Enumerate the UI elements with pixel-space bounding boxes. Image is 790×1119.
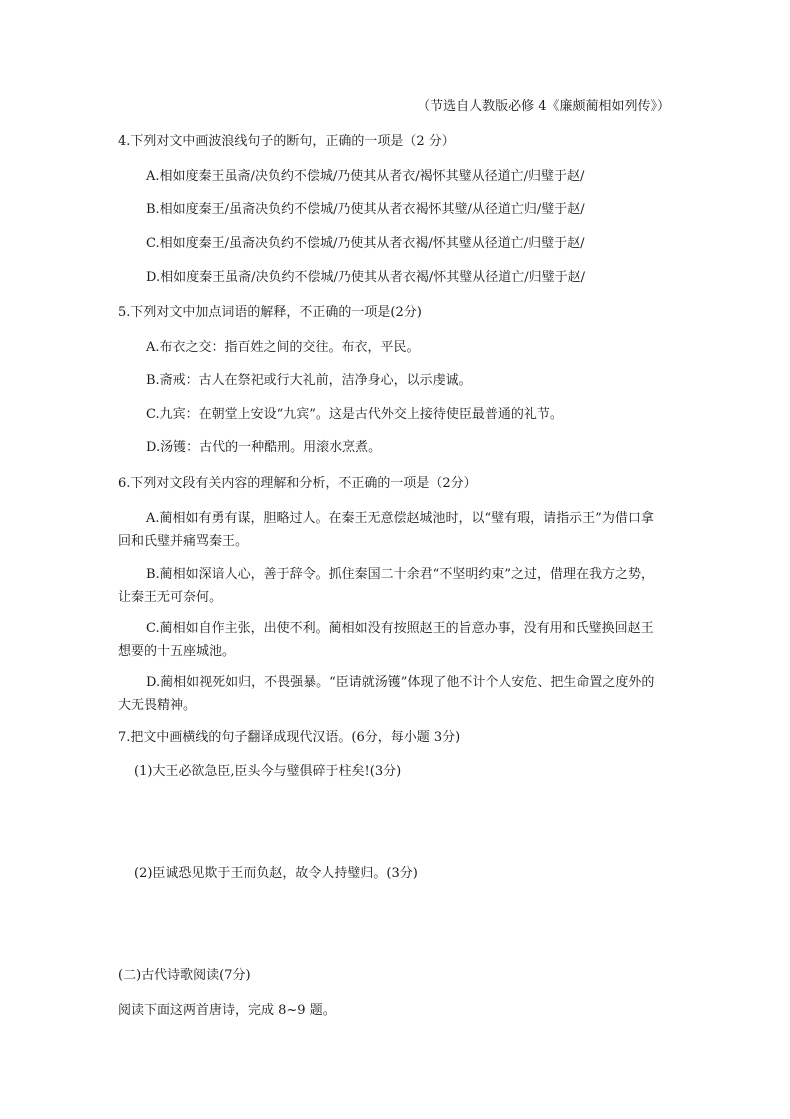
question-4-option-a: A.相如度秦王虽斋/决负约不偿城/乃使其从者衣/褐怀其璧从径道亡/归璧于赵/ — [146, 169, 585, 184]
question-4-stem: 4.下列对文中画波浪线句子的断句，正确的一项是（2 分） — [118, 134, 455, 149]
question-6-option-a: A.蔺相如有勇有谋，胆略过人。在秦王无意偿赵城池时，以“璧有瑕，请指示王”为借口拿回和氏璧并痛骂秦王。 — [118, 511, 654, 549]
question-7-stem: 7.把文中画横线的句子翻译成现代汉语。(6分，每小题 3分) — [118, 730, 461, 745]
question-4-option-c: C.相如度秦王/虽斋决负约不偿城/乃使其从者衣褐/怀其璧从径道亡/归璧于赵/ — [146, 236, 585, 251]
question-6-stem: 6.下列对文段有关内容的理解和分析，不正确的一项是（2分） — [118, 476, 477, 491]
question-7-sub-2: (2)臣诚恐见欺于王而负赵，故令人持璧归。(3分) — [134, 866, 418, 881]
question-5-option-c: C.九宾：在朝堂上安设“九宾”。这是古代外交上接待使臣最普通的礼节。 — [146, 407, 563, 422]
question-6-option-c: C.蔺相如自作主张，出使不利。蔺相如没有按照赵王的旨意办事，没有用和氏璧换回赵王想要的十五座城池。 — [118, 621, 654, 659]
question-5-stem: 5.下列对文中加点词语的解释，不正确的一项是(2分) — [118, 305, 422, 320]
section-2-title: (二)古代诗歌阅读(7分) — [118, 968, 251, 983]
question-5-option-b: B.斋戒：古人在祭祀或行大礼前，洁净身心，以示虔诚。 — [146, 373, 472, 388]
question-5-option-a: A.布衣之交：指百姓之间的交往。布衣，平民。 — [146, 340, 420, 355]
source-citation: （节选自人教版必修 4《廉颇蔺相如列传》） — [417, 99, 670, 114]
question-4-option-d: D.相如度秦王虽斋/决负约不偿城/乃使其从者衣褐/怀其璧从径道亡/归璧于赵/ — [146, 270, 585, 285]
question-6-option-b: B.蔺相如深谙人心，善于辞令。抓住秦国二十余君“不坚明约束”之过，借理在我方之势，让秦王无可奈何。 — [118, 567, 654, 605]
question-4-option-b: B.相如度秦王/虽斋决负约不偿城/乃使其从者衣褐怀其璧/从径道亡归/璧于赵/ — [146, 202, 585, 217]
question-7-sub-1: (1)大王必欲急臣,臣头今与璧俱碎于柱矣!(3分) — [134, 764, 402, 779]
section-2-intro: 阅读下面这两首唐诗，完成 8~9 题。 — [118, 1003, 336, 1018]
question-5-option-d: D.汤镬：古代的一种酷刑。用滚水烹煮。 — [146, 440, 382, 455]
question-6-option-d: D.蔺相如视死如归，不畏强暴。“臣请就汤镬”体现了他不计个人安危、把生命置之度外的大无畏精神。 — [118, 675, 655, 713]
